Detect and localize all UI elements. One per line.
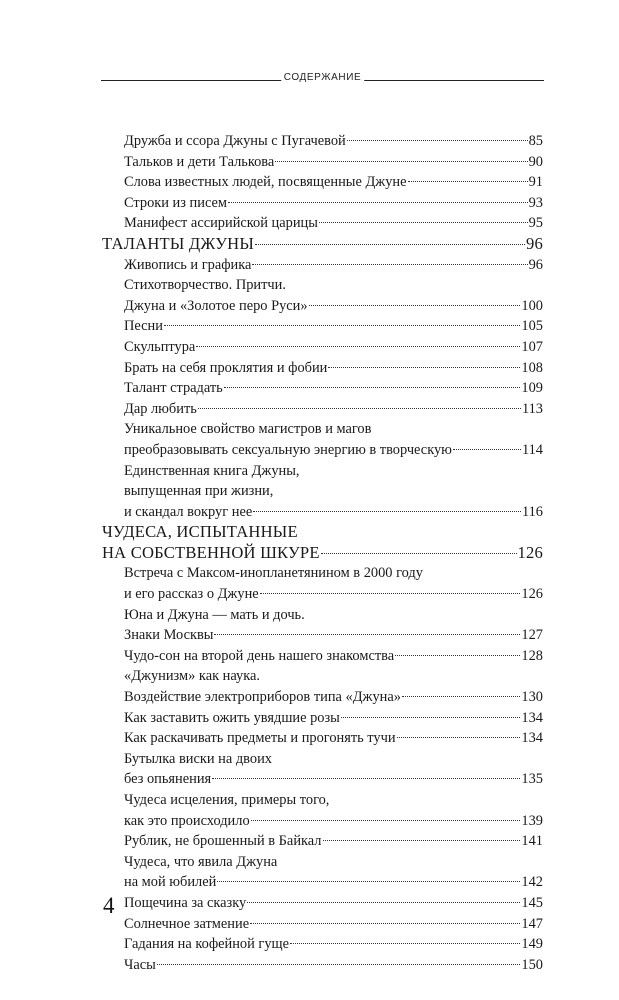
toc-entry-title: «Джунизм» как наука.: [124, 668, 260, 685]
toc-entry-title: ЧУДЕСА, ИСПЫТАННЫЕ: [102, 522, 298, 542]
toc-entry: [102, 769, 543, 790]
toc-entry-title: без опьянения: [124, 771, 212, 788]
toc-entry-page: 128: [521, 647, 543, 664]
toc-entry: [102, 275, 543, 296]
dot-leader: [408, 181, 528, 182]
dot-leader: [260, 593, 521, 594]
toc-entry-page: 95: [528, 215, 543, 232]
dot-leader: [253, 511, 521, 512]
dot-leader: [250, 923, 520, 924]
toc-entry-title: Чудеса, что явила Джуна: [124, 853, 278, 870]
toc-entry: [102, 605, 543, 626]
toc-entry-page: 134: [521, 709, 543, 726]
toc-entry: [102, 255, 543, 276]
toc-entry: [102, 296, 543, 317]
toc-entry: [102, 914, 543, 935]
dot-leader: [347, 140, 528, 141]
toc-entry-page: 134: [521, 730, 543, 747]
toc-entry: [102, 790, 543, 811]
header-title: СОДЕРЖАНИЕ: [281, 70, 365, 86]
toc-entry-page: 145: [521, 894, 543, 911]
toc-entry: [102, 563, 543, 584]
toc-section-heading: [102, 543, 543, 564]
toc-entry-title: Слова известных людей, посвященные Джуне: [124, 174, 407, 191]
toc-entry-page: 130: [521, 689, 543, 706]
dot-leader: [397, 737, 521, 738]
dot-leader: [275, 161, 527, 162]
toc-entry-title: и скандал вокруг нее: [124, 503, 253, 520]
toc-entry-title: Чудеса исцеления, примеры того,: [124, 792, 330, 808]
dot-leader: [251, 820, 521, 821]
toc-entry-title: Чудо-сон на второй день нашего знакомства: [124, 647, 395, 664]
toc-entry-title: Песни: [124, 318, 163, 335]
toc-entry: [102, 337, 543, 358]
toc-entry: [102, 728, 543, 749]
toc-entry-page: 107: [521, 338, 543, 355]
toc-entry: [102, 172, 543, 193]
toc-entry-page: 85: [528, 133, 543, 149]
dot-leader: [228, 202, 528, 203]
toc-entry-page: 149: [521, 936, 543, 953]
toc-entry: [102, 625, 543, 646]
toc-entry: [102, 399, 543, 420]
toc-entry-title: Дар любить: [124, 400, 197, 417]
dot-leader: [157, 964, 521, 965]
toc-entry-page: 139: [521, 812, 543, 829]
dot-leader: [164, 325, 520, 326]
toc-entry-title: НА СОБСТВЕННОЙ ШКУРЕ: [102, 542, 320, 562]
toc-entry-title: Скульптура: [124, 338, 196, 355]
dot-leader: [252, 264, 527, 265]
toc-entry-title: Талант страдать: [124, 380, 223, 397]
dot-leader: [402, 696, 520, 697]
toc-entry-title: Дружба и ссора Джуны с Пугачевой: [124, 133, 346, 149]
dot-leader: [214, 634, 520, 635]
toc-entry-title: Часы: [124, 956, 156, 973]
dot-leader: [319, 222, 528, 223]
toc-entry-page: 108: [521, 359, 543, 376]
toc-entry-page: 90: [528, 153, 543, 170]
dot-leader: [198, 408, 521, 409]
toc-entry-title: Строки из писем: [124, 194, 227, 211]
toc-entry-title: Живопись и графика: [124, 256, 252, 273]
toc-entry: [102, 461, 543, 482]
toc-entry-title: Юна и Джуна — мать и дочь.: [124, 606, 305, 623]
toc-entry: [102, 584, 543, 605]
toc-entry: [102, 708, 543, 729]
toc-entry: [102, 193, 543, 214]
toc-entry-title: преобразовывать сексуальную энергию в творческую: [124, 441, 452, 458]
toc-entry-title: Солнечное затмение: [124, 915, 250, 932]
toc-entry: [102, 852, 543, 873]
toc-entry-page: 91: [528, 174, 543, 191]
toc-entry-page: 147: [521, 915, 543, 932]
toc-entry-title: Как раскачивать предметы и прогонять тучи: [124, 730, 396, 747]
toc-entry-title: Рублик, не брошенный в Байкал: [124, 833, 322, 850]
toc-entry: [102, 440, 543, 461]
toc-entry-title: Воздействие электроприборов типа «Джуна»: [124, 689, 401, 706]
toc-entry-page: 126: [517, 542, 543, 562]
toc-entry-page: 93: [528, 194, 543, 211]
toc-entry-title: Пощечина за сказку: [124, 894, 247, 911]
toc-entry-title: Джуна и «Золотое перо Руси»: [124, 297, 308, 314]
dot-leader: [212, 778, 520, 779]
toc-entry-title: Тальков и дети Талькова: [124, 153, 275, 170]
toc-entry-page: 100: [521, 297, 543, 314]
toc-entry-page: 109: [521, 380, 543, 397]
dot-leader: [341, 717, 521, 718]
table-of-contents: [102, 131, 543, 975]
toc-entry-title: Бутылка виски на двоих: [124, 750, 272, 767]
toc-entry-title: Единственная книга Джуны,: [124, 462, 300, 479]
toc-section-heading: [102, 522, 543, 543]
toc-entry: [102, 316, 543, 337]
toc-entry-page: 126: [521, 586, 543, 603]
toc-entry-title: Гадания на кофейной гуще: [124, 936, 289, 953]
toc-entry: [102, 131, 543, 152]
toc-entry: [102, 893, 543, 914]
toc-entry-page: 135: [521, 771, 543, 788]
toc-entry-page: 116: [521, 503, 543, 520]
toc-entry-title: и его рассказ о Джуне: [124, 586, 259, 603]
dot-leader: [323, 840, 521, 841]
toc-entry-title: Как заставить ожить увядшие розы: [124, 709, 340, 726]
toc-entry: [102, 934, 543, 955]
dot-leader: [247, 902, 520, 903]
toc-entry: [102, 646, 543, 667]
toc-entry: [102, 666, 543, 687]
toc-entry-page: 150: [521, 956, 543, 973]
toc-entry: [102, 502, 543, 523]
toc-entry: [102, 811, 543, 832]
dot-leader: [321, 553, 517, 554]
toc-entry-title: как это происходило: [124, 812, 250, 829]
dot-leader: [328, 367, 520, 368]
toc-entry: [102, 378, 543, 399]
toc-entry-title: Брать на себя проклятия и фобии: [124, 359, 328, 376]
toc-entry-title: на мой юбилей: [124, 874, 217, 891]
toc-entry-page: 96: [528, 256, 543, 273]
toc-entry: [102, 872, 543, 893]
dot-leader: [290, 943, 520, 944]
toc-entry-page: 127: [521, 627, 543, 644]
toc-entry: [102, 213, 543, 234]
page-number: 4: [103, 893, 115, 918]
toc-entry: [102, 955, 543, 976]
dot-leader: [309, 305, 521, 306]
toc-entry-title: Манифест ассирийской царицы: [124, 215, 318, 232]
toc-entry: [102, 687, 543, 708]
toc-entry-page: 141: [521, 833, 543, 850]
toc-entry-page: 113: [521, 400, 543, 417]
dot-leader: [217, 881, 520, 882]
running-header: [101, 70, 544, 86]
dot-leader: [395, 655, 520, 656]
toc-entry-page: 114: [521, 441, 543, 458]
toc-entry: [102, 831, 543, 852]
toc-entry-page: 142: [521, 874, 543, 891]
dot-leader: [224, 387, 521, 388]
toc-entry: [102, 152, 543, 173]
toc-entry-title: ТАЛАНТЫ ДЖУНЫ: [102, 233, 255, 253]
dot-leader: [453, 449, 521, 450]
toc-entry-page: 105: [521, 318, 543, 335]
toc-entry: [102, 481, 543, 502]
toc-entry-title: Встреча с Максом-инопланетянином в 2000 году: [124, 565, 423, 582]
toc-entry-page: 96: [526, 233, 543, 253]
dot-leader: [255, 244, 525, 245]
toc-entry: [102, 358, 543, 379]
toc-entry-title: Знаки Москвы: [124, 627, 214, 644]
toc-entry: [102, 749, 543, 770]
toc-entry-title: Стихотворчество. Притчи.: [124, 277, 286, 294]
toc-entry-title: выпущенная при жизни,: [124, 483, 274, 500]
toc-entry-title: Уникальное свойство магистров и магов: [124, 421, 372, 438]
toc-section-heading: [102, 234, 543, 255]
dot-leader: [196, 346, 520, 347]
toc-entry: [102, 419, 543, 440]
